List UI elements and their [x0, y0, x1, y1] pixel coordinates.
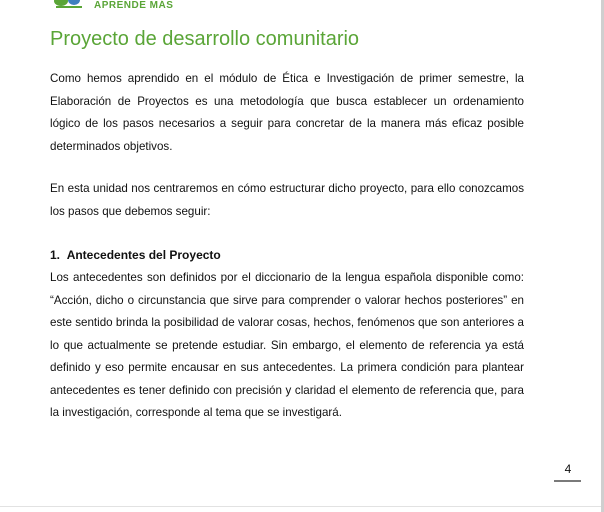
section-title: Antecedentes del Proyecto [66, 248, 221, 262]
section-body: Los antecedentes son definidos por el diccionario de la lengua española disponible como: “Acción, dicho o circunstancia que sirve para comprender o valorar hechos posteriores” en este sentido brinda la posibilidad de valorar cosas, hechos, fenómenos que son anteriores a lo que actualmente se pretende estudiar. Sin embargo, el elemento de referencia ya está definido y eso permite encausar en sus antecedentes. La primera condición para plantear antecedentes es tener definido con precisión y claridad el elemento de referencia que, para la investigación, corresponde al tema que se investigará. [50, 271, 524, 419]
aprende-mas-logo-icon [52, 0, 86, 10]
footer-divider [0, 506, 601, 507]
page-number-underline [554, 480, 581, 482]
page-title: Proyecto de desarrollo comunitario [50, 28, 360, 50]
section-heading [50, 245, 221, 265]
brand-text: APRENDE MÁS [94, 0, 174, 11]
intro-paragraph: Como hemos aprendido en el módulo de Ética e Investigación de primer semestre, la Elaboración de Proyectos es una metodología que busca establecer un ordenamiento lógico de los pasos necesarios a seguir para concretar de la manera más eficaz posible determinados objetivos. [50, 72, 524, 153]
unit-paragraph: En esta unidad nos centraremos en cómo estructurar dicho proyecto, para ello conozcamos los pasos que debemos seguir: [50, 182, 524, 218]
page-number: 4 [564, 462, 572, 476]
section-number: 1. [50, 248, 61, 262]
